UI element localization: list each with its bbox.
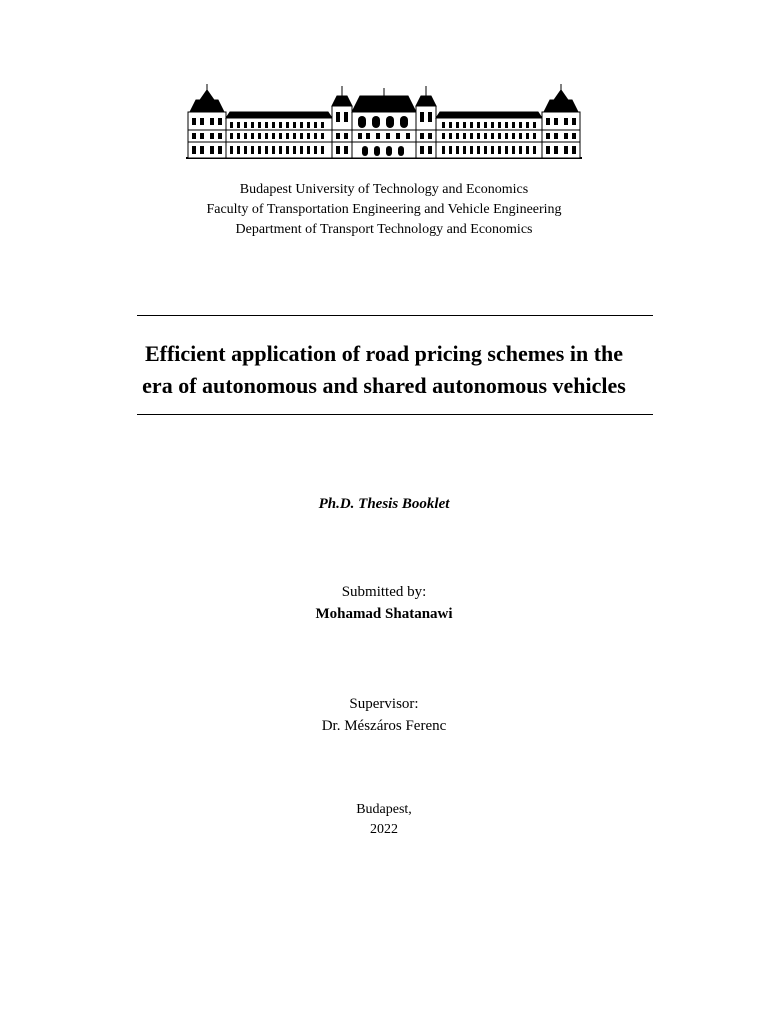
thesis-title-line-2: era of autonomous and shared autonomous vehicles xyxy=(142,373,626,398)
university-building-icon xyxy=(186,84,582,160)
supervisor-label: Supervisor: xyxy=(349,696,419,712)
university-name: Budapest University of Technology and Economics xyxy=(239,182,529,197)
submitted-by-label: Submitted by: xyxy=(341,584,427,600)
supervisor-name: Dr. Mészáros Ferenc xyxy=(321,718,447,734)
department-name: Department of Transport Technology and Economics xyxy=(235,222,533,237)
author-name: Mohamad Shatanawi xyxy=(315,606,453,622)
place: Budapest, xyxy=(356,802,412,817)
thesis-title-line-1: Efficient application of road pricing schemes in the xyxy=(144,341,624,366)
title-rule-bottom xyxy=(137,414,653,415)
faculty-name: Faculty of Transportation Engineering and Vehicle Engineering xyxy=(206,202,562,217)
year: 2022 xyxy=(370,822,398,837)
document-type: Ph.D. Thesis Booklet xyxy=(318,496,450,512)
title-rule-top xyxy=(137,315,653,316)
